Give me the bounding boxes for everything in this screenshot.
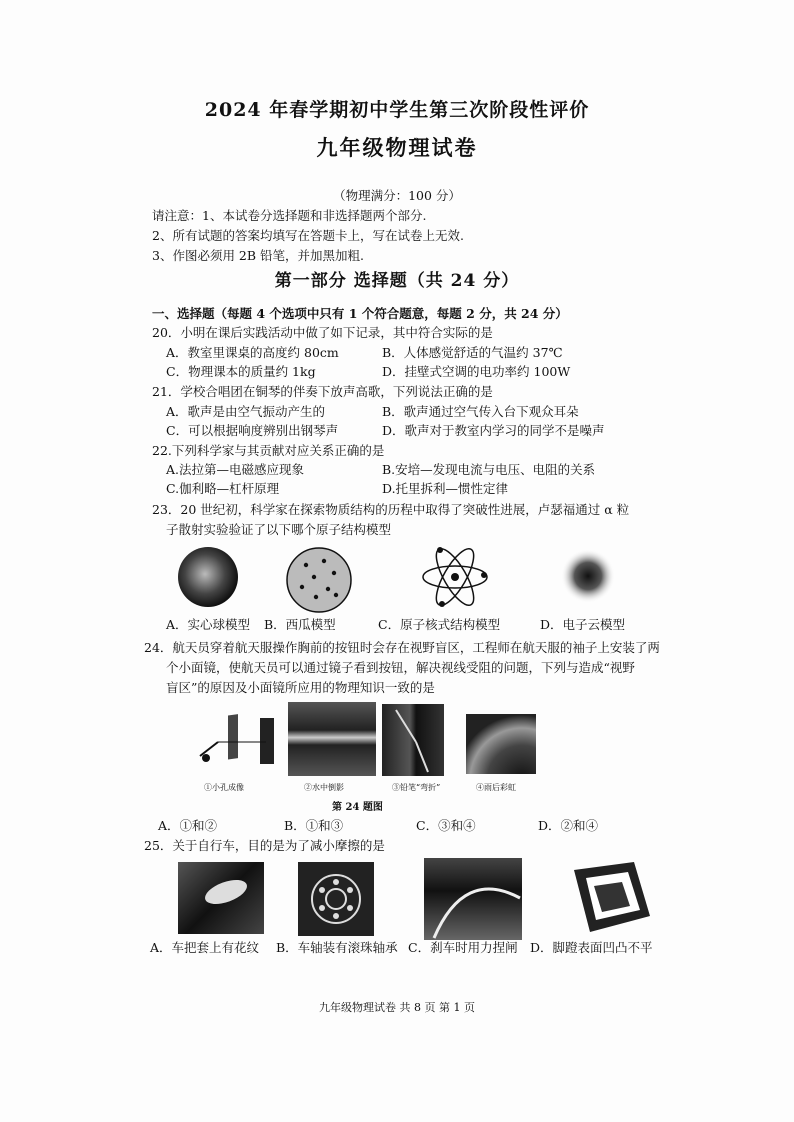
q23-option-d: D．电子云模型 <box>540 617 626 632</box>
q20-option-b: B．人体感觉舒适的气温约 37℃ <box>382 345 563 360</box>
exam-subtitle: 九年级物理试卷 <box>316 135 478 160</box>
pinhole-image-figure <box>196 712 280 772</box>
part-title: 第一部分 选择题（共 24 分） <box>274 271 520 291</box>
q20-option-d: D．挂壁式空调的电功率约 100W <box>382 364 571 379</box>
q25-option-a: A．车把套上有花纹 <box>150 940 260 955</box>
q24-option-d: D．②和④ <box>538 818 599 833</box>
water-reflection-photo <box>288 702 376 776</box>
q25-option-d: D．脚蹬表面凹凸不平 <box>530 940 653 955</box>
q25-stem: 25．关于自行车，目的是为了减小摩擦的是 <box>144 838 385 853</box>
plum-pudding-model-figure <box>284 545 354 615</box>
score-note: （物理满分：100 分） <box>333 188 461 203</box>
q20-option-c: C．物理课本的质量约 1kg <box>166 364 316 379</box>
q24-option-b: B．①和③ <box>284 818 344 833</box>
exam-title: 2024 年春学期初中学生第三次阶段性评价 <box>204 99 590 121</box>
q20-option-a: A．教室里课桌的高度约 80cm <box>166 345 339 360</box>
q20-stem: 20．小明在课后实践活动中做了如下记录，其中符合实际的是 <box>152 325 493 340</box>
q21-option-b: B．歌声通过空气传入台下观众耳朵 <box>382 404 579 419</box>
q23-option-b: B．西瓜模型 <box>264 617 336 632</box>
q24-option-c: C．③和④ <box>416 818 476 833</box>
q25-option-c: C．刹车时用力捏闸 <box>408 940 518 955</box>
q21-stem: 21．学校合唱团在铜琴的伴奏下放声高歌，下列说法正确的是 <box>152 384 493 399</box>
bent-pencil-photo <box>382 704 444 776</box>
figure-label: 第 24 题图 <box>332 802 383 813</box>
q24-stem-line3: 盲区”的原因及小面镜所应用的物理知识一致的是 <box>166 680 435 695</box>
q23-stem-line2: 子散射实验验证了以下哪个原子结构模型 <box>166 522 392 537</box>
q21-option-a: A．歌声是由空气振动产生的 <box>166 404 326 419</box>
handlebar-grip-photo <box>178 862 264 934</box>
q22-option-a: A.法拉第—电磁感应现象 <box>166 462 305 477</box>
rainbow-photo <box>466 714 536 774</box>
q21-option-d: D．歌声对于教室内学习的同学不是噪声 <box>382 423 605 438</box>
figure-caption-3: ③铅笔“弯折” <box>392 783 441 792</box>
figure-caption-4: ④雨后彩虹 <box>476 783 516 792</box>
note-1: 请注意：1、本试卷分选择题和非选择题两个部分. <box>152 208 427 223</box>
q22-option-b: B.安培—发现电流与电压、电阻的关系 <box>382 462 596 477</box>
q23-option-c: C．原子核式结构模型 <box>378 617 501 632</box>
q25-option-b: B．车轴装有滚珠轴承 <box>276 940 398 955</box>
q24-stem-line2: 个小面镜，使航天员可以通过镜子看到按钮，解决视线受阻的问题，下列与造成“视野 <box>166 660 635 675</box>
q22-option-d: D.托里拆利—惯性定律 <box>382 481 509 496</box>
figure-caption-2: ②水中倒影 <box>304 783 344 792</box>
q23-stem-line1: 23．20 世纪初，科学家在探索物质结构的历程中取得了突破性进展，卢瑟福通过 α 粒 <box>152 502 630 517</box>
solid-sphere-model-figure <box>176 545 240 609</box>
section-title: 一、选择题（每题 4 个选项中只有 1 个符合题意，每题 2 分，共 24 分） <box>152 306 568 321</box>
note-3: 3、作图必须用 2B 铅笔，并加黑加粗. <box>152 248 365 263</box>
q21-option-c: C．可以根据响度辨别出钢琴声 <box>166 423 339 438</box>
note-2: 2、所有试题的答案均填写在答题卡上，写在试卷上无效. <box>152 228 464 243</box>
bike-pedal-figure <box>560 856 656 940</box>
nuclear-model-figure <box>420 542 490 612</box>
q24-option-a: A．①和② <box>158 818 218 833</box>
figure-caption-1: ①小孔成像 <box>204 783 244 792</box>
q22-stem: 22.下列科学家与其贡献对应关系正确的是 <box>152 443 385 458</box>
electron-cloud-model-figure <box>560 548 616 604</box>
q23-option-a: A．实心球模型 <box>166 617 251 632</box>
page-footer: 九年级物理试卷 共 8 页 第 1 页 <box>319 1001 475 1014</box>
q24-stem-line1: 24．航天员穿着航天服操作胸前的按钮时会存在视野盲区，工程师在航天服的袖子上安装了两 <box>144 640 660 655</box>
ball-bearing-photo <box>298 862 374 936</box>
q22-option-c: C.伽利略—杠杆原理 <box>166 481 280 496</box>
brake-lever-photo <box>424 858 522 940</box>
